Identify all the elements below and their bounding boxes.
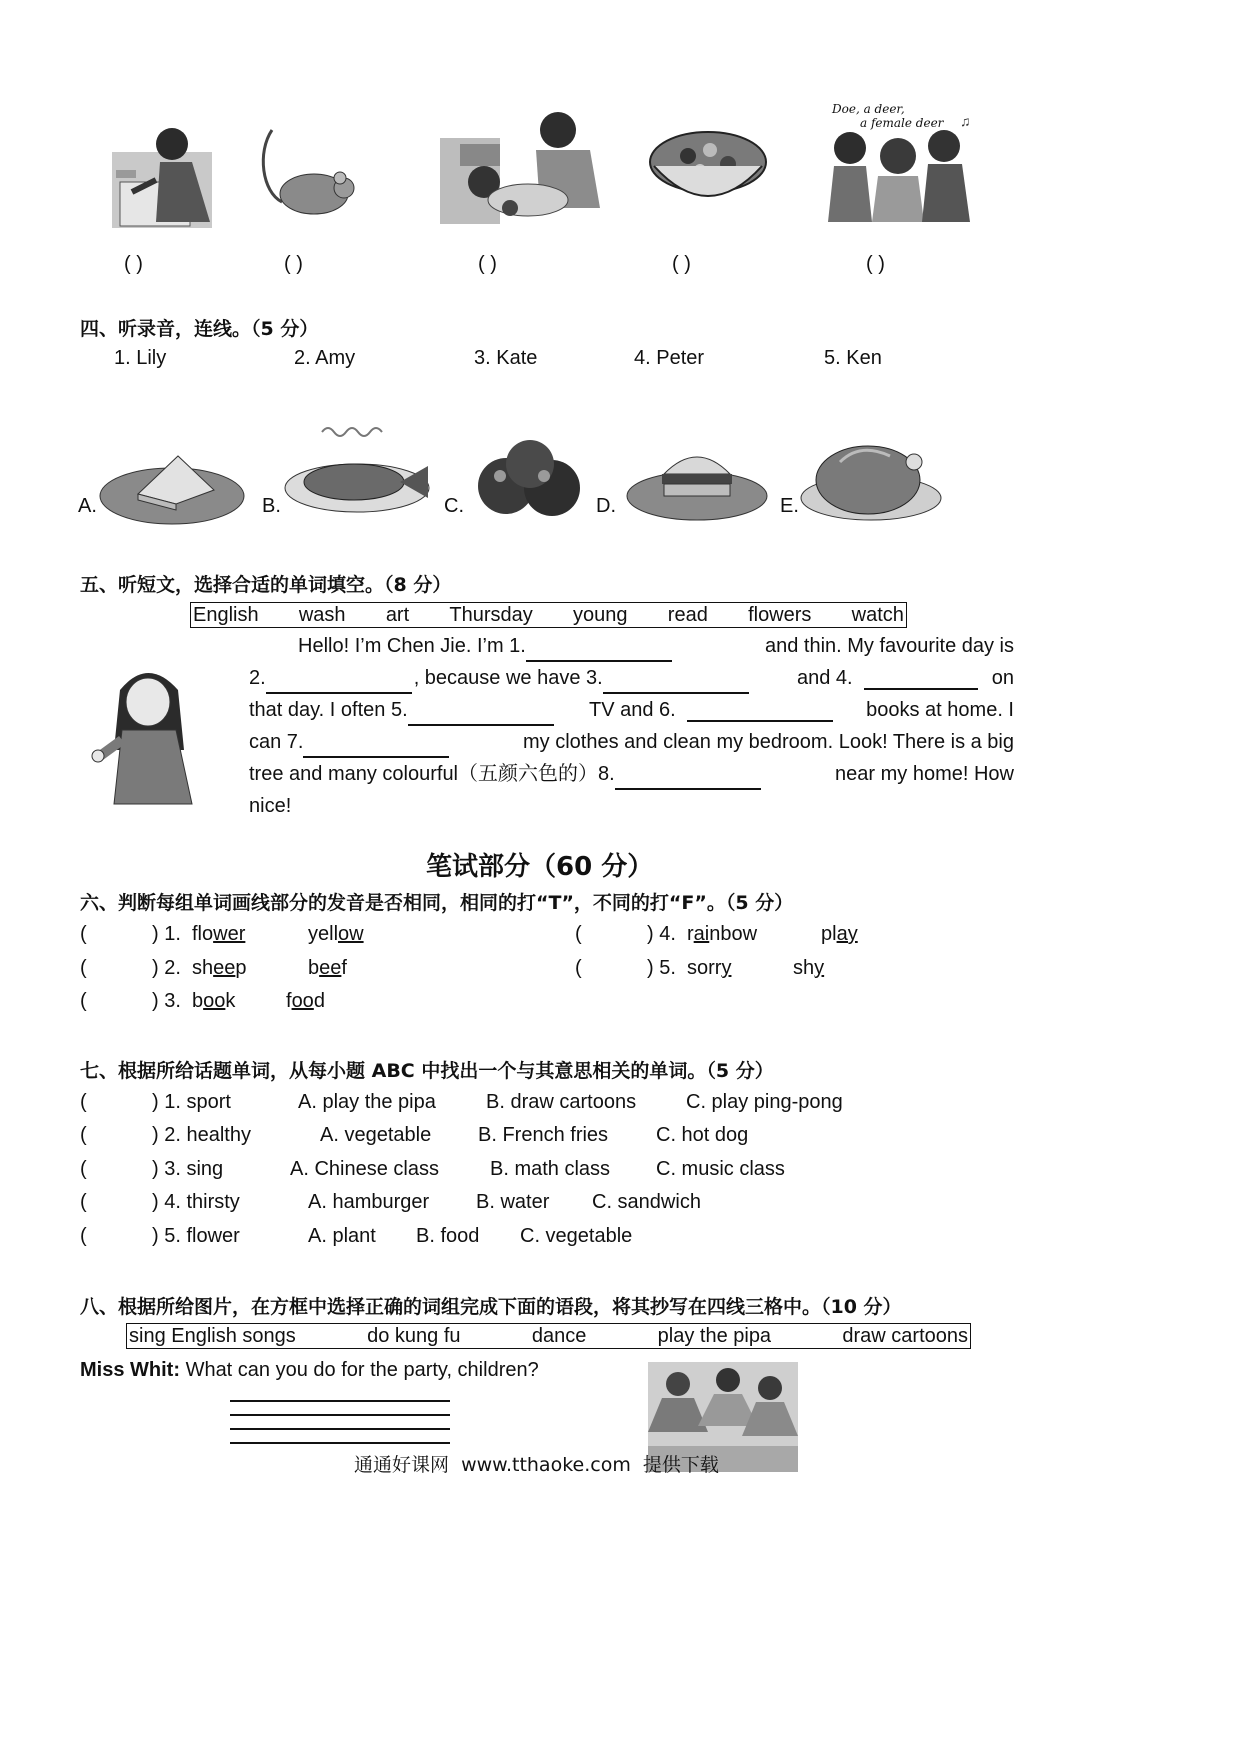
option-c: C. hot dog [656,1124,749,1146]
option-a: A. play the pipa [298,1091,436,1113]
answer-paren-3[interactable]: ( ) [478,253,497,275]
section-4-heading: 四、听录音，连线。（5 分） [80,318,319,340]
name-2: 2. Amy [294,347,356,369]
passage-text: my clothes and clean my bedroom. Look! There is a big [523,731,1014,753]
passage-text: on [991,667,1014,689]
dialogue-line [80,1358,539,1382]
phrase-bank-item: dance [531,1324,587,1347]
letter-c: C. [444,495,464,517]
answer-paren-4[interactable]: ( ) [672,253,691,275]
passage-text: that day. I often 5. [249,699,408,721]
letter-a: A. [78,495,97,517]
word-2: food [286,990,325,1012]
word-bank-item: art [385,603,410,626]
item-number: ) 3. [152,990,181,1012]
passage-text: Hello! I’m Chen Jie. I’m 1. [298,635,526,657]
word-1: sheep [192,957,247,979]
phrase-bank-item: draw cartoons [842,1324,968,1347]
answer-paren-2[interactable]: ( ) [284,253,303,275]
picture-tomatoes [470,436,590,520]
s6-row-2 [80,956,347,980]
s6-row-1 [80,922,364,946]
letter-b: B. [262,495,281,517]
blank-8[interactable] [615,768,761,790]
word-1: book [192,990,236,1012]
word-bank [190,602,907,628]
option-b: B. French fries [478,1124,609,1146]
passage-line-6 [249,790,291,822]
section-7-heading: 七、根据所给话题单词，从每小题 ABC 中找出一个与其意思相关的单词。（5 分） [80,1060,774,1082]
passage-text: nice! [249,795,292,817]
option-c: C. vegetable [520,1225,633,1247]
blank-1[interactable] [526,640,672,662]
paren-open[interactable]: ( [80,1225,87,1247]
word-bank-item: Thursday [449,603,533,626]
s7-row-5 [80,1224,633,1248]
blank-4[interactable] [864,668,978,690]
passage-line-2 [249,662,1014,694]
passage-text: and 4. [797,667,853,689]
passage-text: books at home. I [866,699,1014,721]
section-5-heading: 五、听短文，选择合适的单词填空。（8 分） [80,574,452,596]
paren-open[interactable]: ( [80,1091,87,1113]
word-1: flower [192,923,246,945]
written-part-title: 笔试部分（60 分） [426,852,654,882]
picture-salad-bowl [648,130,768,214]
option-a: A. hamburger [308,1191,430,1213]
name-5: 5. Ken [824,347,882,369]
word-bank-item: wash [298,603,346,626]
name-4: 4. Peter [634,347,705,369]
word-2: beef [308,957,347,979]
song-caption-line-1: Doe, a deer, [832,102,905,116]
picture-kids-singing [820,96,982,224]
phrase-bank-item: do kung fu [367,1324,461,1347]
passage-line-3 [249,694,1014,726]
picture-chen-jie [92,660,204,806]
letter-d: D. [596,495,616,517]
paren-open[interactable]: ( [575,923,582,945]
s6-row-5 [575,956,825,980]
item-number: ) 5. [647,957,676,979]
paren-open[interactable]: ( [80,923,87,945]
blank-3[interactable] [603,672,749,694]
picture-mouse [252,122,362,226]
song-caption-line-2: a female deer [860,116,944,130]
paren-open[interactable]: ( [80,957,87,979]
s6-row-4 [575,922,858,946]
passage-text: 2. [249,667,266,689]
paren-open[interactable]: ( [575,957,582,979]
name-1: 1. Lily [114,347,167,369]
picture-painting-kids [440,108,602,226]
paren-open[interactable]: ( [80,1124,87,1146]
word-1: sorry [687,957,732,979]
option-b: B. water [476,1191,550,1213]
s6-row-3 [80,989,325,1013]
passage-text: , because we have 3. [413,667,603,689]
word-bank-item: flowers [748,603,812,626]
word-2: yellow [308,923,364,945]
passage-line-5 [249,758,1014,790]
s7-row-3 [80,1157,785,1181]
phrase-bank-item: play the pipa [657,1324,772,1347]
blank-6[interactable] [687,700,833,722]
passage-line-4 [249,726,1014,758]
answer-paren-1[interactable]: ( ) [124,253,143,275]
option-a: A. vegetable [320,1124,432,1146]
picture-washing-clothes [112,122,216,230]
section-6-heading: 六、判断每组单词画线部分的发音是否相同，相同的打“T”，不同的打“F”。（5 分） [80,892,794,914]
option-c: C. music class [656,1158,785,1180]
option-a: A. Chinese class [290,1158,439,1180]
four-line-writing-grid[interactable] [230,1400,450,1446]
letter-e: E. [780,495,799,517]
option-b: B. math class [490,1158,611,1180]
word-2: play [821,923,858,945]
blank-5[interactable] [408,704,554,726]
dialogue-question: What can you do for the party, children? [185,1359,539,1381]
option-b: B. draw cartoons [486,1091,637,1113]
question-word: ) 2. healthy [152,1124,251,1146]
item-number: ) 4. [647,923,676,945]
speaker-name: Miss Whit: [80,1359,180,1381]
blank-7[interactable] [303,736,449,758]
item-number: ) 2. [152,957,181,979]
word-bank-item: young [573,603,628,626]
question-word: ) 1. sport [152,1091,231,1113]
section-8-heading: 八、根据所给图片，在方框中选择正确的词组完成下面的语段，将其抄写在四线三格中。（10 分） [80,1296,902,1318]
footer-watermark: 通通好课网 www.tthaoke.com 提供下载 [354,1454,719,1476]
option-a: A. plant [308,1225,376,1247]
option-c: C. play ping-pong [686,1091,843,1113]
paren-open[interactable]: ( [80,1191,87,1213]
answer-paren-5[interactable]: ( ) [866,253,885,275]
option-b: B. food [416,1225,480,1247]
phrase-bank-item: sing English songs [129,1324,296,1347]
s7-row-2 [80,1123,749,1147]
picture-hamburger [626,440,768,524]
name-3: 3. Kate [474,347,538,369]
word-bank-item: read [667,603,708,626]
passage-text: near my home! How [835,763,1014,785]
paren-open[interactable]: ( [80,1158,87,1180]
blank-2[interactable] [266,672,412,694]
picture-sandwich [98,446,246,526]
passage-text: and thin. My favourite day is [764,635,1014,657]
question-word: ) 5. flower [152,1225,240,1247]
question-word: ) 4. thirsty [152,1191,240,1213]
word-2: shy [793,957,825,979]
passage-text: tree and many colourful（五颜六色的）8. [249,763,615,785]
picture-roast-chicken [800,432,942,524]
word-bank-item: English [193,603,259,626]
option-c: C. sandwich [592,1191,701,1213]
s7-row-1 [80,1090,843,1114]
passage-text: TV and 6. [589,699,676,721]
phrase-bank [126,1323,971,1349]
svg-text:♫: ♫ [960,113,971,129]
word-1: rainbow [687,923,758,945]
word-bank-item: watch [851,603,904,626]
item-number: ) 1. [152,923,181,945]
paren-open[interactable]: ( [80,990,87,1012]
picture-fish [282,424,432,522]
s7-row-4 [80,1190,701,1214]
question-word: ) 3. sing [152,1158,224,1180]
passage-line-1 [298,630,1014,662]
passage-text: can 7. [249,731,304,753]
